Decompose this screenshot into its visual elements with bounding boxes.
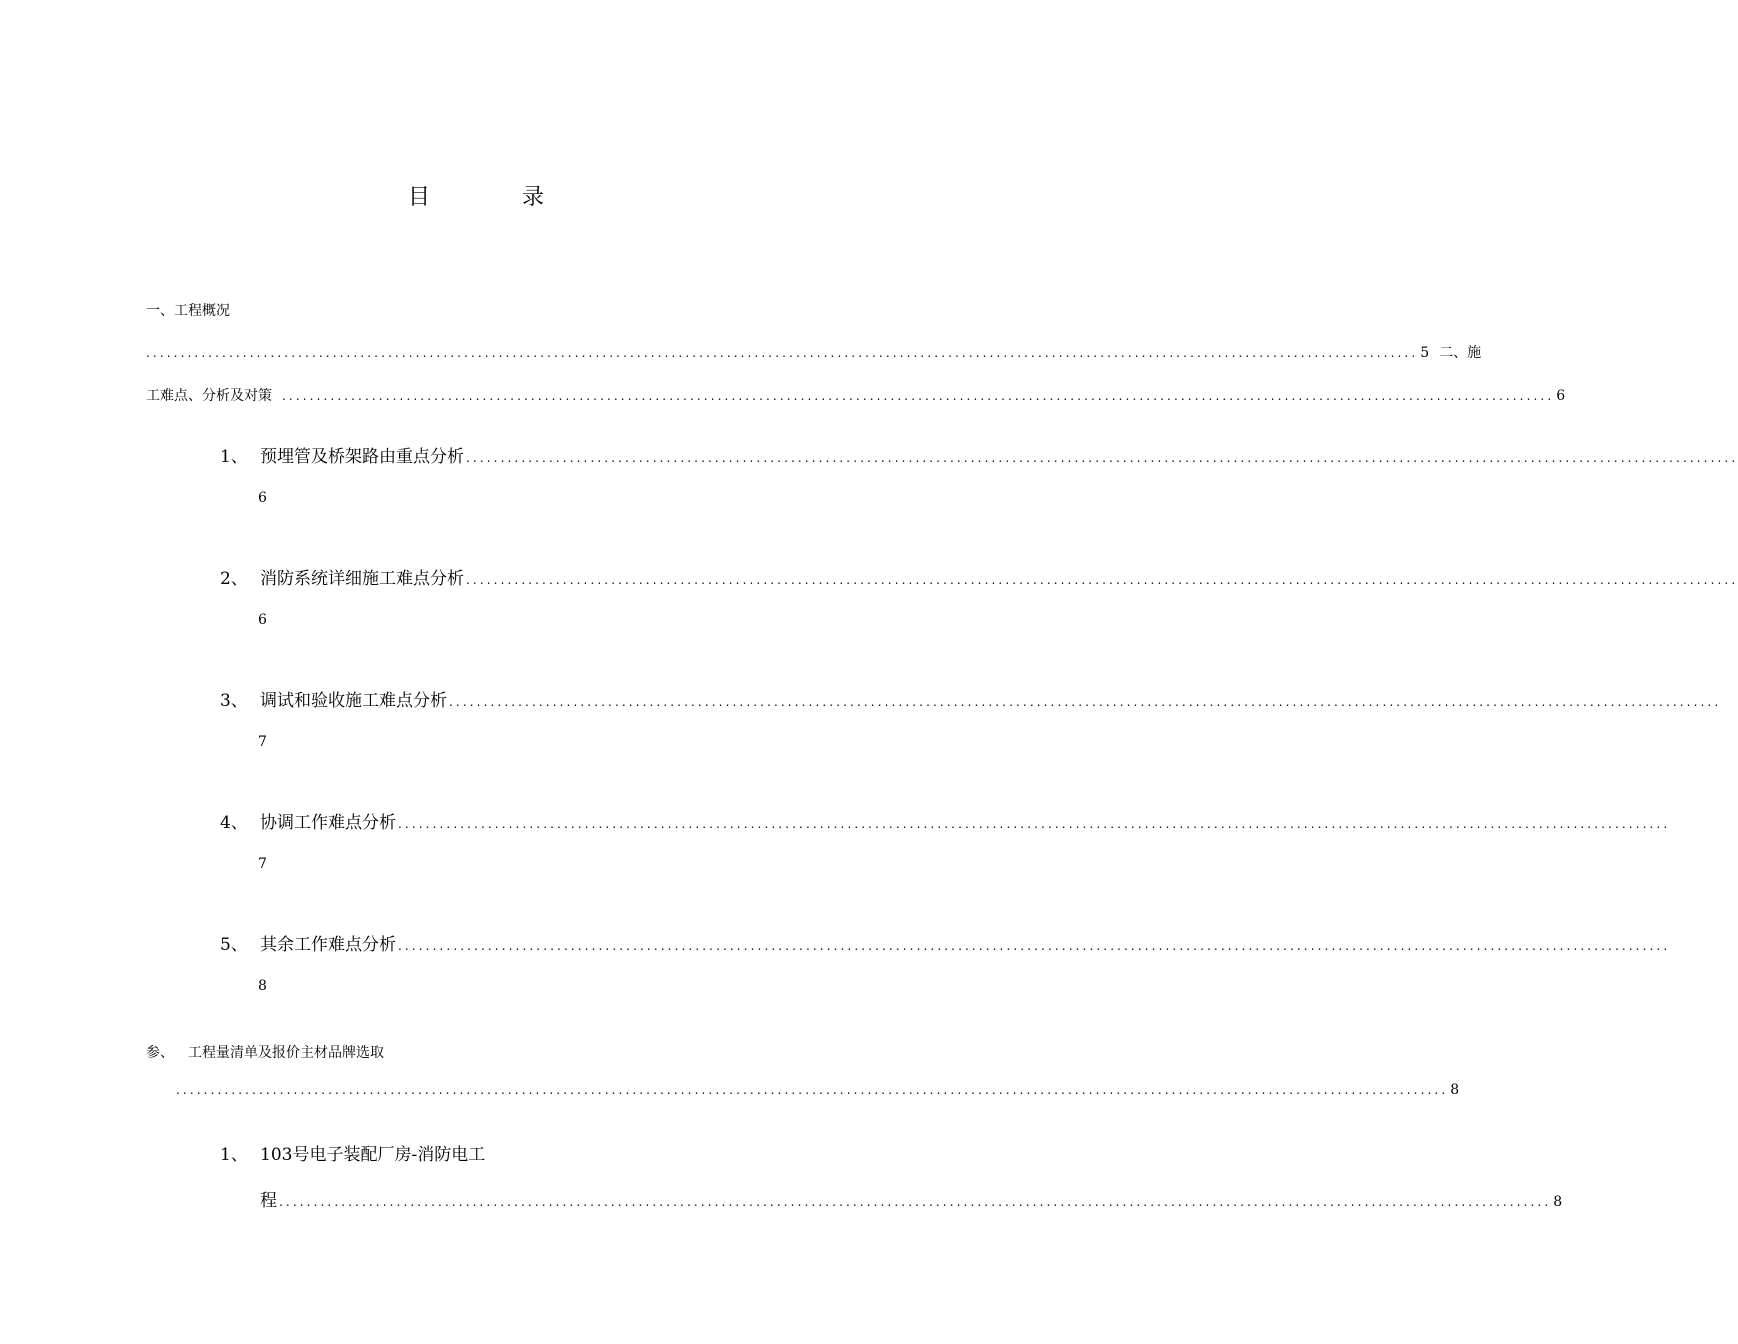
toc-item-1-label: 预埋管及桥架路由重点分析 xyxy=(260,447,464,467)
toc-item-3-page: 7 xyxy=(258,734,267,750)
toc-section-2-label: 工难点、分析及对策 xyxy=(146,388,272,404)
toc-item-5-row[interactable] xyxy=(260,930,1671,955)
dot-leader: ........................................................................................................................................................................................ xyxy=(398,817,1671,831)
toc-item-4-page: 7 xyxy=(258,856,267,872)
toc-sub-1-label-line2: 程 xyxy=(260,1191,277,1211)
dot-leader: ........................................................................................................................................................................................ xyxy=(146,346,1419,360)
dot-leader: ........................................................................................................................................................................................ xyxy=(398,939,1671,953)
toc-item-1-number: 1、 xyxy=(220,447,248,467)
toc-section-2-page: 6 xyxy=(1556,388,1566,404)
toc-section-2-prefix: 二、施 xyxy=(1439,345,1482,361)
toc-title-char-1: 目 xyxy=(408,185,432,210)
dot-leader: ........................................................................................................................................................................................ xyxy=(282,389,1555,403)
toc-section-2-row[interactable] xyxy=(146,385,1566,405)
toc-item-1-page: 6 xyxy=(258,490,267,506)
toc-sub-1-label-line1[interactable]: 103号电子装配厂房-消防电工 xyxy=(260,1145,486,1165)
toc-section-3-leader-row[interactable] xyxy=(176,1082,1460,1098)
toc-item-2-label: 消防系统详细施工难点分析 xyxy=(260,569,464,589)
toc-section-1-page: 5 xyxy=(1420,345,1430,361)
toc-section-1-leader-row[interactable] xyxy=(146,342,1482,362)
toc-sub-1-page: 8 xyxy=(1553,1194,1563,1210)
toc-item-3-number: 3、 xyxy=(220,691,248,711)
toc-item-5-page: 8 xyxy=(258,978,267,994)
toc-item-4-row[interactable] xyxy=(260,808,1671,833)
dot-leader: ........................................................................................................................................................................................ xyxy=(466,451,1738,465)
toc-title-char-2: 录 xyxy=(522,185,546,210)
toc-sub-1-row[interactable] xyxy=(260,1186,1563,1211)
dot-leader: ........................................................................................................................................................................................ xyxy=(176,1083,1449,1097)
dot-leader: ........................................................................................................................................................................................ xyxy=(279,1195,1552,1209)
toc-item-2-page: 6 xyxy=(258,612,267,628)
toc-section-3-label[interactable]: 工程量清单及报价主材品牌选取 xyxy=(188,1045,384,1061)
toc-item-5-label: 其余工作难点分析 xyxy=(260,935,396,955)
toc-item-5-number: 5、 xyxy=(220,935,248,955)
toc-item-2-row[interactable] xyxy=(260,564,1738,589)
toc-sub-1-number: 1、 xyxy=(220,1145,248,1165)
toc-item-3-row[interactable] xyxy=(260,686,1722,711)
toc-item-4-label: 协调工作难点分析 xyxy=(260,813,396,833)
toc-item-1-row[interactable] xyxy=(260,442,1738,467)
dot-leader: ........................................................................................................................................................................................ xyxy=(449,695,1722,709)
dot-leader: ........................................................................................................................................................................................ xyxy=(466,573,1738,587)
toc-item-2-number: 2、 xyxy=(220,569,248,589)
toc-section-1-label[interactable]: 一、工程概况 xyxy=(146,303,230,319)
toc-item-3-label: 调试和验收施工难点分析 xyxy=(260,691,447,711)
toc-section-3-number: 参、 xyxy=(146,1045,174,1061)
toc-item-4-number: 4、 xyxy=(220,813,248,833)
toc-section-3-page: 8 xyxy=(1450,1082,1460,1098)
